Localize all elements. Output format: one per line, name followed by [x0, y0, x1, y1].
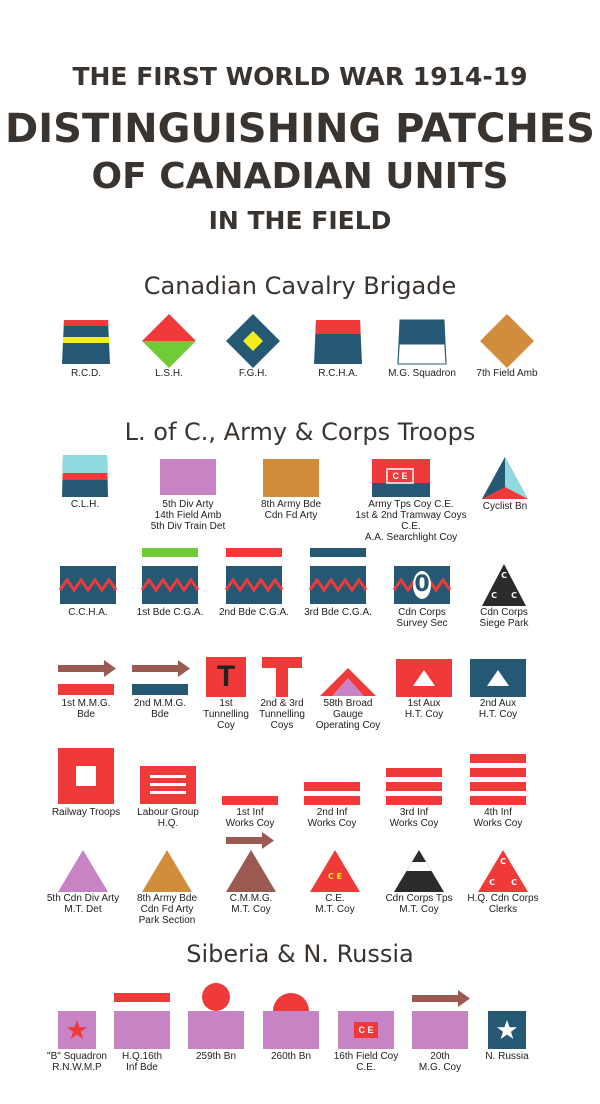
patch-rcha [314, 320, 362, 364]
label-260th-bn: 260th Bn [270, 1051, 312, 1062]
patch-works3 [386, 768, 442, 806]
patch-5th-div-mt [58, 850, 108, 892]
label-cga1: 1st Bde C.G.A. [136, 607, 204, 618]
patch-mmg2 [132, 660, 192, 696]
patch-labour-group [140, 766, 196, 804]
patch-cyclist-bn [482, 457, 528, 499]
patch-aux2 [470, 659, 526, 697]
section-heading-siberia: Siberia & N. Russia [186, 940, 414, 968]
label-works1: 1st Inf Works Coy [225, 807, 275, 829]
patch-mg-squadron [398, 320, 446, 364]
patch-rnwmp [58, 1011, 96, 1049]
patch-works1 [222, 796, 278, 805]
label-rcha: R.C.H.A. [318, 368, 358, 379]
patch-ce-mt [310, 850, 360, 892]
label-ce-mt: C.E. M.T. Coy [315, 893, 355, 915]
label-hq16: H.Q.16th Inf Bde [121, 1051, 163, 1073]
patch-8th-army-park [142, 850, 192, 892]
patch-259th-bn [188, 983, 244, 1049]
label-works4: 4th Inf Works Coy [473, 807, 523, 829]
patch-railway-troops [58, 748, 114, 804]
title-line-4: IN THE FIELD [208, 206, 392, 235]
patch-c-text: C [491, 591, 497, 600]
patch-7th-field-amb [480, 314, 534, 368]
label-mmg1: 1st M.M.G. Bde [61, 698, 111, 720]
patch-ce-text: C E [392, 471, 408, 481]
patch-fgh [226, 314, 280, 368]
title-line-2: DISTINGUISHING PATCHES [5, 106, 595, 152]
label-clh: C.L.H. [70, 499, 100, 510]
label-siege-park: Cdn Corps Siege Park [479, 607, 529, 629]
patch-cga3-bar [310, 548, 366, 557]
patch-c-text: C [511, 591, 517, 600]
label-labour-group: Labour Group H.Q. [137, 807, 199, 829]
patch-corps-tps-mt [394, 850, 444, 892]
patch-rcd [62, 320, 110, 364]
patch-5th-div-arty [160, 459, 216, 495]
patch-clh [62, 455, 108, 497]
label-5th-div-arty: 5th Div Arty 14th Field Amb 5th Div Train Det [150, 499, 226, 532]
title-line-1: THE FIRST WORLD WAR 1914-19 [72, 62, 528, 91]
label-cga3: 3rd Bde C.G.A. [304, 607, 372, 618]
label-railway-troops: Railway Troops [51, 807, 121, 818]
label-fgh: F.G.H. [238, 368, 268, 379]
section-heading-cavalry: Canadian Cavalry Brigade [143, 272, 457, 300]
label-5th-div-mt: 5th Cdn Div Arty M.T. Det [46, 893, 120, 915]
patch-260th-bn [263, 993, 319, 1049]
patch-mmg1 [58, 660, 118, 696]
label-corps-tps-mt: Cdn Corps Tps M.T. Coy [385, 893, 453, 915]
title-line-3: OF CANADIAN UNITS [91, 156, 509, 197]
label-20th-mg-coy: 20th M.G. Coy [418, 1051, 462, 1073]
patch-hq16 [114, 1011, 170, 1049]
label-8th-army-park: 8th Army Bde Cdn Fd Arty Park Section [136, 893, 198, 926]
label-works2: 2nd Inf Works Coy [307, 807, 357, 829]
label-7th-field-amb: 7th Field Amb [476, 368, 538, 379]
patch-t-text: T [216, 660, 236, 693]
label-cyclist-bn: Cyclist Bn [482, 501, 528, 512]
label-rnwmp: "B" Squadron R.N.W.M.P [47, 1051, 107, 1073]
patch-c-text: C [501, 571, 507, 580]
label-259th-bn: 259th Bn [195, 1051, 237, 1062]
label-8th-army-bde: 8th Army Bde Cdn Fd Arty [260, 499, 322, 521]
patch-works4 [470, 754, 526, 806]
label-mmg2: 2nd M.M.G. Bde [133, 698, 187, 720]
patch-cmmg [226, 832, 276, 892]
label-army-tps-coy: Army Tps Coy C.E. 1st & 2nd Tramway Coys C.E. A.A. Searchlight Coy [355, 499, 467, 543]
label-hq-clerks: H.Q. Cdn Corps Clerks [467, 893, 539, 915]
label-aux2: 2nd Aux H.T. Coy [478, 698, 518, 720]
label-16th-field-coy: 16th Field Coy C.E. [333, 1051, 399, 1073]
patch-aux1 [396, 659, 452, 697]
patch-c-text: C [511, 878, 517, 887]
patch-n-russia [488, 1011, 526, 1049]
patch-8th-army-bde [263, 459, 319, 497]
label-mg-squadron: M.G. Squadron [388, 368, 456, 379]
label-tunnel23: 2nd & 3rd Tunnelling Coys [259, 698, 305, 731]
label-survey-sec: Cdn Corps Survey Sec [396, 607, 448, 629]
section-heading-corps-troops: L. of C., Army & Corps Troops [124, 418, 476, 446]
patch-cga3 [310, 566, 366, 604]
patch-cga2-bar [226, 548, 282, 557]
patch-c-text: C [489, 878, 495, 887]
patch-58th-gauge [320, 668, 376, 698]
patch-cga1 [142, 566, 198, 604]
label-lsh: L.S.H. [155, 368, 183, 379]
label-aux1: 1st Aux H.T. Coy [404, 698, 444, 720]
patch-ccha [60, 566, 116, 604]
patch-20th-mg-coy [412, 990, 472, 1049]
label-rcd: R.C.D. [71, 368, 101, 379]
patch-ce-text: C E [358, 1025, 374, 1035]
label-cga2: 2nd Bde C.G.A. [218, 607, 290, 618]
label-ccha: C.C.H.A. [68, 607, 108, 618]
patch-zero-text: 0 [414, 572, 430, 597]
patch-lsh [142, 314, 196, 368]
patch-works2 [304, 782, 360, 806]
label-58th-gauge: 58th Broad Gauge Operating Coy [315, 698, 381, 731]
patch-c-text: C [500, 857, 506, 866]
patch-cga2 [226, 566, 282, 604]
label-tunnel1: 1st Tunnelling Coy [203, 698, 249, 731]
patch-hq16-bar [114, 993, 170, 1002]
label-cmmg: C.M.M.G. M.T. Coy [229, 893, 273, 915]
label-works3: 3rd Inf Works Coy [389, 807, 439, 829]
patch-cga1-bar [142, 548, 198, 557]
patch-ce-text: C E [327, 872, 343, 881]
label-n-russia: N. Russia [485, 1051, 529, 1062]
patch-tunnel23 [262, 657, 302, 697]
